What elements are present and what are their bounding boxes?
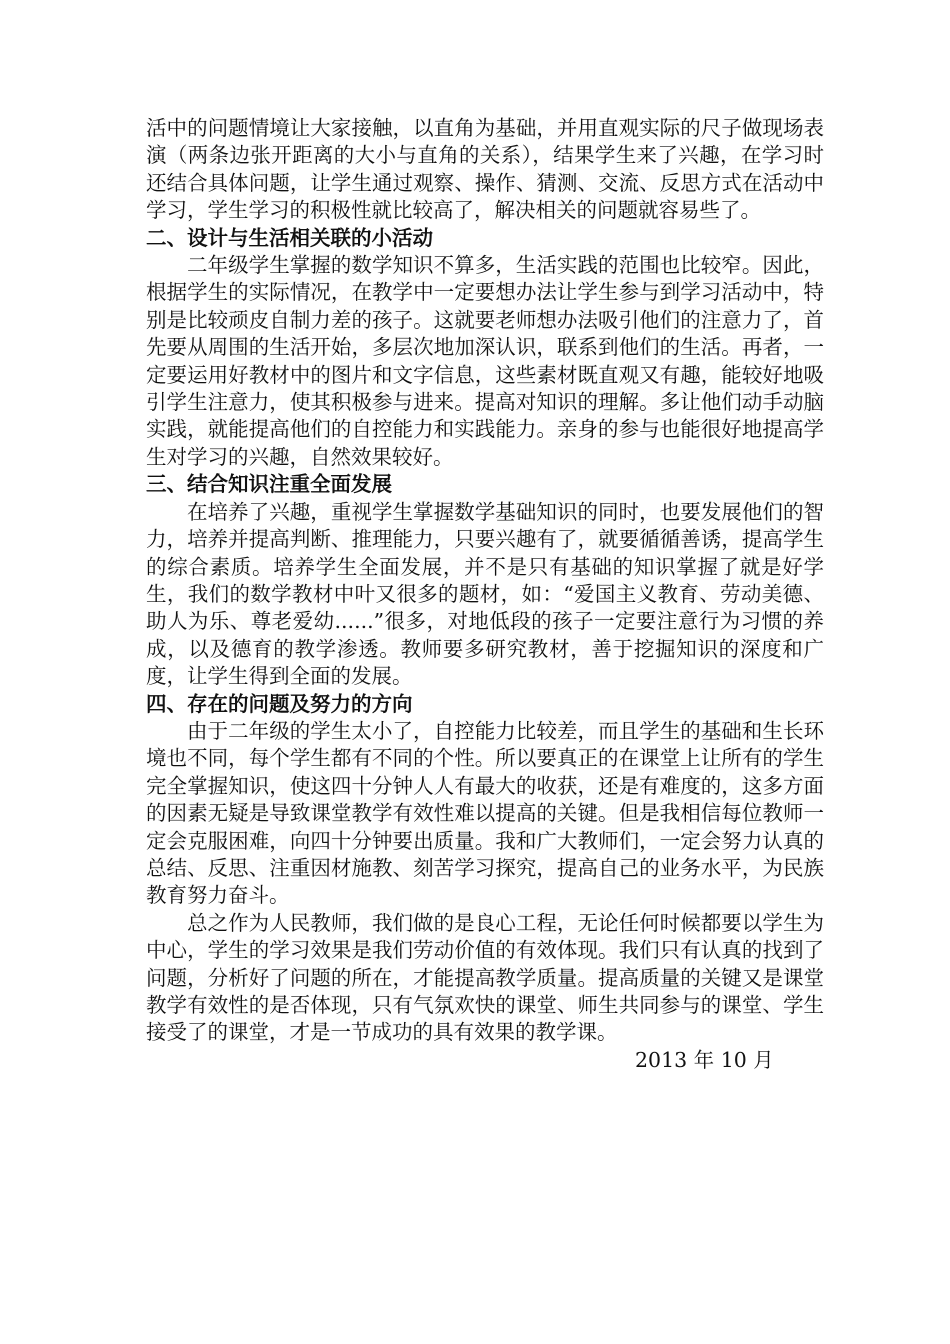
section-paragraph-4: 由于二年级的学生太小了，自控能力比较差，而且学生的基础和生长环境也不同，每个学生都有不同的个性。所以要真正的在课堂上让所有的学生完全掌握知识，使这四十分钟人人有最大的收获，还是有难度的，这多方面的因素无疑是导致课堂教学有效性难以提高的关键。但是我相信每位教师一定会克服困难，向四十分钟要出质量。我和广大教师们，一定会努力认真的总结、反思、注重因材施教、刻苦学习探究，提高自己的业务水平，为民族教育努力奋斗。: [146, 718, 824, 908]
section-heading-4: 四、存在的问题及努力的方向: [146, 691, 413, 716]
section-heading-2: 二、设计与生活相关联的小活动: [146, 225, 433, 250]
intro-paragraph: 活中的问题情境让大家接触，以直角为基础，并用直观实际的尺子做现场表演（两条边张开距离的大小与直角的关系），结果学生来了兴趣，在学习时还结合具体问题，让学生通过观察、操作、猜测、交流、反思方式在活动中学习，学生学习的积极性就比较高了，解决相关的问题就容易些了。: [146, 116, 824, 223]
conclusion-paragraph: 总之作为人民教师，我们做的是良心工程，无论任何时候都要以学生为中心，学生的学习效果是我们劳动价值的有效体现。我们只有认真的找到了问题，分析好了问题的所在，才能提高教学质量。提高质量的关键又是课堂教学有效性的是否体现，只有气氛欢快的课堂、师生共同参与的课堂、学生接受了的课堂，才是一节成功的具有效果的教学课。: [146, 910, 824, 1045]
document-page: [146, 115, 824, 1074]
section-paragraph-2: 二年级学生掌握的数学知识不算多，生活实践的范围也比较窄。因此，根据学生的实际情况，在教学中一定要想办法让学生参与到学习活动中，特别是比较顽皮自制力差的孩子。这就要老师想办法吸引他们的注意力了，首先要从周围的生活开始，多层次地加深认识，联系到他们的生活。再者，一定要运用好教材中的图片和文字信息，这些素材既直观又有趣，能较好地吸引学生注意力，使其积极参与进来。提高对知识的理解。多让他们动手动脑实践，就能提高他们的自控能力和实践能力。亲身的参与也能很好地提高学生对学习的兴趣，自然效果较好。: [146, 253, 824, 469]
section-paragraph-3: 在培养了兴趣，重视学生掌握数学基础知识的同时，也要发展他们的智力，培养并提高判断、推理能力，只要兴趣有了，就要循循善诱，提高学生的综合素质。培养学生全面发展，并不是只有基础的知识掌握了就是好学生，我们的数学教材中叶又很多的题材，如：“爱国主义教育、劳动美德、助人为乐、尊老爱幼......”很多，对地低段的孩子一定要注意行为习惯的养成，以及德育的教学渗透。教师要多研究教材，善于挖掘知识的深度和广度，让学生得到全面的发展。: [146, 499, 824, 689]
section-heading-3: 三、结合知识注重全面发展: [146, 472, 392, 497]
document-date: 2013 年 10 月: [635, 1047, 774, 1072]
